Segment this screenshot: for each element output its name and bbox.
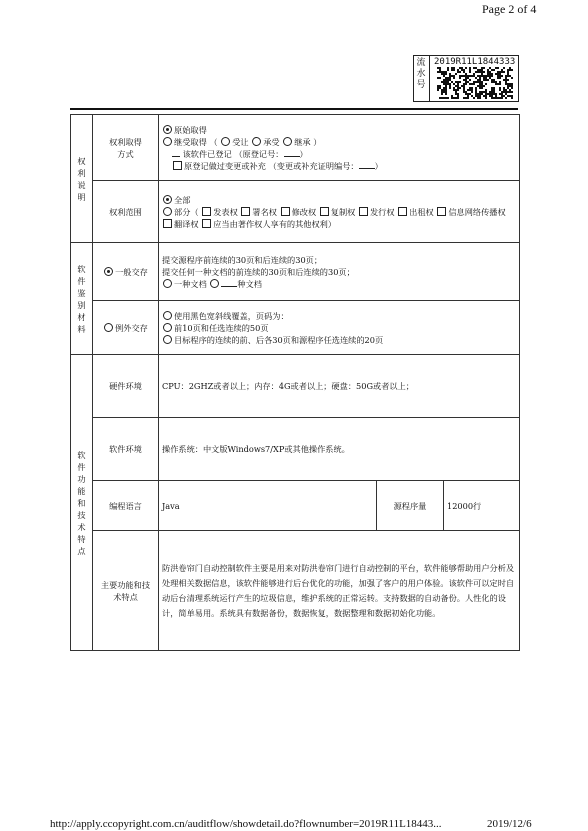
inherited-radio[interactable] <box>163 137 172 146</box>
rights-section-title: 权利说明 <box>71 115 93 243</box>
footer-date: 2019/12/6 <box>487 818 532 830</box>
rental-right-label: 出租权 <box>409 206 434 217</box>
authorship-right-label: 署名权 <box>252 206 277 217</box>
authorship-right-checkbox[interactable] <box>241 207 250 216</box>
scope-partial-label: 部分（ <box>174 206 199 217</box>
doc-count-field[interactable] <box>221 278 237 287</box>
exception-deposit-cell <box>93 301 159 355</box>
changed-checkbox[interactable] <box>173 161 182 170</box>
registered-no-field[interactable] <box>284 148 300 157</box>
copy-right-label: 复制权 <box>330 206 356 217</box>
software-value: 操作系统：中文版Windows7/XP或其他操作系统。 <box>159 418 520 481</box>
changed-label: 原登记做过变更或补充 <box>184 160 266 171</box>
scope-options <box>159 181 520 243</box>
exception-deposit-radio[interactable] <box>104 323 113 332</box>
language-value: Java <box>159 481 377 531</box>
inherit-open-paren: （ <box>209 136 218 147</box>
exception-deposit-details <box>159 301 520 355</box>
network-right-checkbox[interactable] <box>437 207 446 216</box>
features-section-title: 软件功能和技术特点 <box>71 355 93 651</box>
exc-option-3-radio[interactable] <box>163 335 172 344</box>
general-deposit-details <box>159 243 520 301</box>
original-label: 原始取得 <box>174 124 207 135</box>
other-right-checkbox[interactable] <box>202 219 211 228</box>
network-right-label: 信息网络传播权 <box>448 206 506 217</box>
exc-option-2-radio[interactable] <box>163 323 172 332</box>
other-right-label: 应当由著作权人享有的其他权利 <box>213 218 328 229</box>
scope-label: 权利范围 <box>93 181 159 243</box>
rental-right-checkbox[interactable] <box>398 207 407 216</box>
assume-label: 承受 <box>263 136 280 147</box>
general-deposit-cell <box>93 243 159 301</box>
registration-form-table <box>70 114 520 651</box>
exc-line-1: 使用黑色宽斜线覆盖，页码为： <box>174 310 289 321</box>
general-deposit-label: 一般交存 <box>115 266 148 277</box>
scope-partial-radio[interactable] <box>163 207 172 216</box>
hardware-value: CPU：2GHZ或者以上；内存：4G或者以上；硬盘：50G或者以上； <box>159 355 520 418</box>
general-line-2: 提交任何一种文档的前连续的30页和后连续的30页； <box>162 266 355 277</box>
barcode-image <box>437 67 513 99</box>
registered-no-label: （原登记号： <box>234 148 284 159</box>
translate-right-checkbox[interactable] <box>163 219 172 228</box>
n-doc-label: 种文档 <box>237 278 262 289</box>
registered-label: 该软件已登记 <box>182 148 232 159</box>
exc-line-2: 前10页和任选连续的50页 <box>174 322 269 333</box>
succession-label: 继承 <box>294 136 311 147</box>
changed-no-field[interactable] <box>359 160 375 169</box>
serial-number: 2019R11L1844333 <box>434 57 516 67</box>
publish-right-label: 发表权 <box>213 206 238 217</box>
scope-close-paren: ） <box>327 218 337 229</box>
hardware-label: 硬件环境 <box>93 355 159 418</box>
acquisition-label: 权利取得方式 <box>93 115 159 181</box>
registered-blank[interactable] <box>172 148 180 157</box>
exc-option-1-radio[interactable] <box>163 311 172 320</box>
scope-all-radio[interactable] <box>163 195 172 204</box>
transfer-label: 受让 <box>232 136 249 147</box>
main-features-label: 主要功能和技术特点 <box>93 531 159 651</box>
changed-no-label: （变更或补充证明编号： <box>268 160 359 171</box>
one-doc-radio[interactable] <box>163 279 172 288</box>
language-label: 编程语言 <box>93 481 159 531</box>
modify-right-label: 修改权 <box>291 206 317 217</box>
original-radio[interactable] <box>163 125 172 134</box>
general-line-1: 提交源程序前连续的30页和后连续的30页； <box>162 254 323 265</box>
serial-label: 流水号 <box>413 55 430 102</box>
lines-label: 源程序量 <box>377 481 444 531</box>
inherited-label: 继受取得 <box>174 136 207 147</box>
publish-right-checkbox[interactable] <box>202 207 211 216</box>
acquisition-options: 原始取得 继受取得 （ 受让 承受 继承 ） 该软件已登记 （原登记号： ） 原登记做过变更或补充 （变更或补充证明编号： ） <box>159 115 520 181</box>
inherit-close-paren: ） <box>313 136 322 147</box>
succession-radio[interactable] <box>283 137 292 146</box>
general-deposit-radio[interactable] <box>104 267 113 276</box>
distribute-right-label: 发行权 <box>369 206 395 217</box>
modify-right-checkbox[interactable] <box>281 207 290 216</box>
main-features-value: 防洪卷帘门自动控制软件主要是用来对防洪卷帘门进行自动控制的平台，软件能够帮助用户分析及处理相关数据信息，该软件能够进行后台优化的功能，加强了客户的用户体验。该软件可以定时自动后台清理系统运行产生的垃圾信息，维护系统的正常运转。支持数据的自动备份。人性化的设计，简单易用。系统具有数据备份，数据恢复，数据整理和数据初始化功能。 <box>159 531 520 651</box>
one-doc-label: 一种文档 <box>174 278 207 289</box>
assume-radio[interactable] <box>252 137 261 146</box>
header-rule <box>70 108 518 110</box>
distribute-right-checkbox[interactable] <box>359 207 368 216</box>
copy-right-checkbox[interactable] <box>320 207 329 216</box>
software-label: 软件环境 <box>93 418 159 481</box>
lines-value: 12000行 <box>444 481 520 531</box>
page-number: Page 2 of 4 <box>482 2 537 16</box>
n-doc-radio[interactable] <box>210 279 219 288</box>
translate-right-label: 翻译权 <box>174 218 199 229</box>
materials-section-title: 软件鉴别材料 <box>71 243 93 355</box>
scope-all-label: 全部 <box>174 194 191 205</box>
exception-deposit-label: 例外交存 <box>115 322 148 333</box>
exc-line-3: 目标程序的连续的前、后各30页和源程序任选连续的20页 <box>174 334 384 345</box>
transfer-radio[interactable] <box>221 137 230 146</box>
footer-url[interactable]: http://apply.ccopyright.com.cn/auditflow/showdetail.do?flownumber=2019R11L18443... <box>50 818 442 830</box>
